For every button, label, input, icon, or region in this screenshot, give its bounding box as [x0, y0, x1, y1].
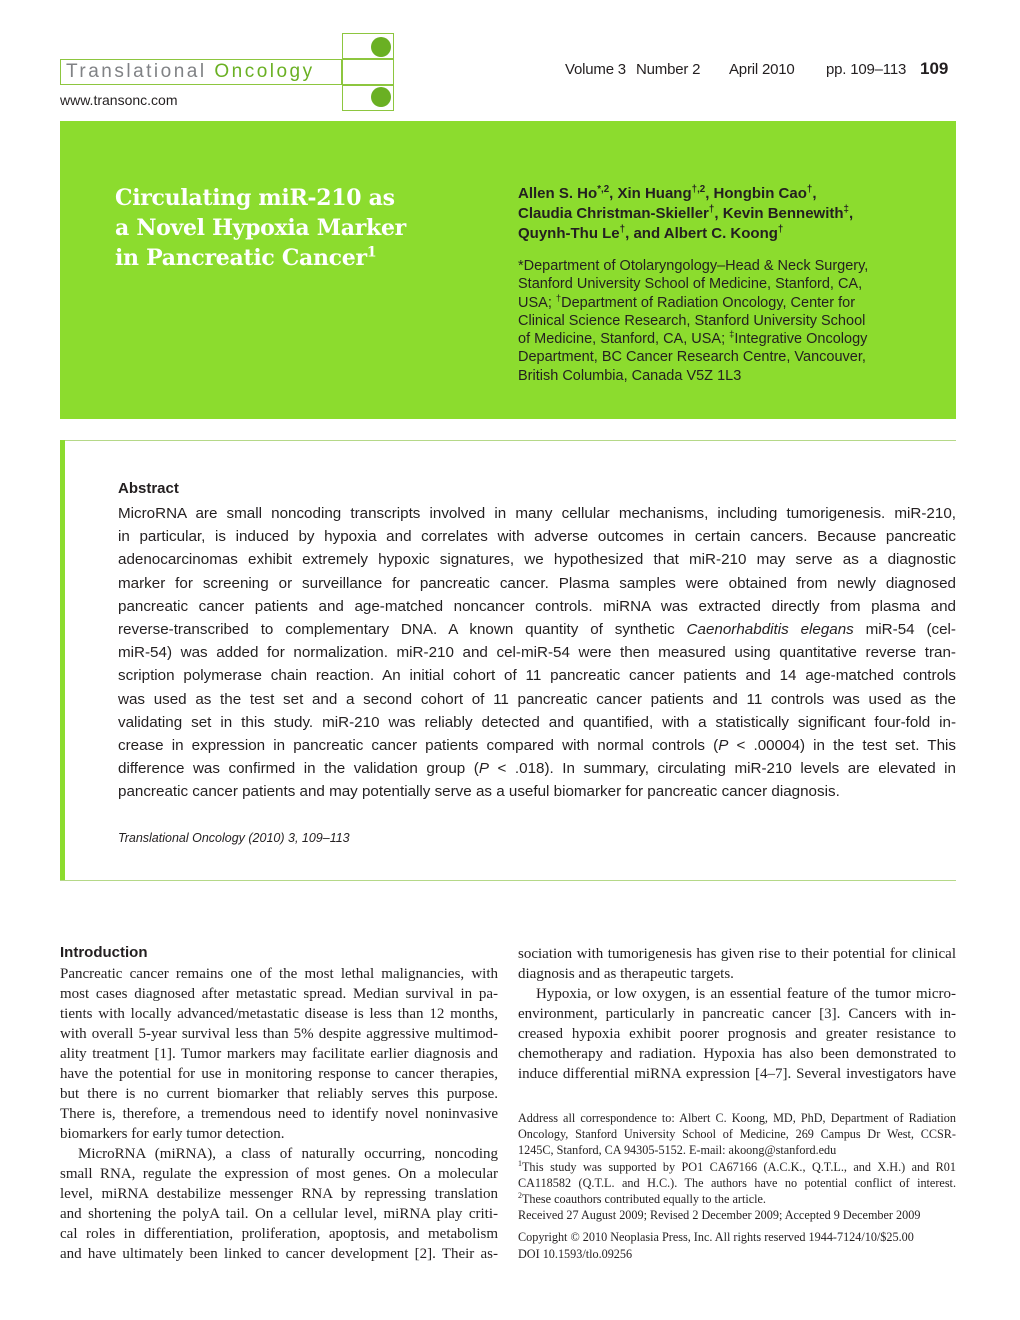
author-list: Allen S. $Ho^{*,2}$, Xin Huang$^{\dagger,2}$, Hongbin Cao†, Claudia Christman-Skieller†, Kevin Bennewith‡, Quynh-Thu Le†, and Albert C. Koong†: [518, 184, 854, 242]
abstract-text: MicroRNA are small noncoding transcripts involved in many cellular mechanisms, including tumorigenesis. miR-210, in particular, is induced by hypoxia and correlates with adverse outcomes in certain cancers. Because pancreatic adenocarcinomas exhibit extremely hypoxic signatures, we hypothesized that miR-210 may serve as a diagnostic marker for screening or surveillance for pancreatic cancer. Plasma samples were obtained from newly diagnosed pancreatic cancer patients and age-matched noncancer controls. miRNA was extracted directly from plasma and reverse-transcribed to complementary DNA. A known quantity of synthetic Caenorhabditis elegans miR-54 (cel- miR-54) was added for normalization. miR-210 and cel-miR-54 were then measured using quantitative reverse tran- scription polymerase chain reaction. An initial cohort of 11 pancreatic cancer patients and 14 age-matched controls was used as the test set and a second cohort of 11 pancreatic cancer patients and 11 controls was used as the validating set in this study. miR-210 was reliably detected and quantified, with a statistically significant four-fold in- crease in expression in pancreatic cancer patients compared with normal controls (P < .00004) in the test set. This difference was confirmed in the validation group (P < .018). In summary, circulating miR-210 levels are elevated in pancreatic cancer patients and may potentially serve as a useful biomarker for pancreatic cancer diagnosis.: [118, 505, 956, 801]
title-line: Circulating miR-210 as: [115, 185, 395, 211]
coauthor-note: $^2$These coauthors contributed equally to the article.: [518, 1190, 766, 1207]
journal-name-word2: Oncology: [214, 61, 315, 82]
article-citation: Translational Oncology (2010) 3, 109–113: [118, 831, 350, 845]
page-number: 109: [920, 59, 949, 78]
abstract-top-rule: [60, 440, 956, 441]
received-dates: Received 27 August 2009; Revised 2 December 2009; Accepted 9 December 2009: [518, 1208, 921, 1223]
title-line: a Novel Hypoxia Marker: [115, 215, 406, 241]
correspondence-note: Address all correspondence to: Albert C. Koong, MD, PhD, Department of Radiation: [518, 1111, 956, 1125]
author-name: Hongbin Cao: [713, 185, 807, 202]
logo-dot-icon: [371, 37, 391, 57]
issue-pages: pp. 109–113: [826, 61, 907, 78]
abstract-accent-bar: [60, 440, 65, 881]
logo-dot-icon: [371, 87, 391, 107]
issue-number: Number 2: [636, 61, 701, 78]
author-name: Xin Huang: [617, 185, 692, 202]
author-name: Quynh-Thu Le: [518, 225, 620, 242]
introduction-heading: Introduction: [60, 944, 148, 961]
logo-square-middle: [342, 59, 394, 85]
journal-logo: [66, 59, 315, 85]
abstract-heading: Abstract: [118, 480, 179, 497]
article-title: [115, 183, 445, 273]
author-name: Kevin Bennewith: [722, 205, 844, 222]
author-name: Claudia Christman-Skieller: [518, 205, 709, 222]
title-line: in Pancreatic Cancer$^1$: [115, 244, 377, 271]
doi: DOI 10.1593/tlo.09256: [518, 1246, 633, 1261]
article-notes: Address all correspondence to: Albert C. Koong, MD, PhD, Department of Radiation Oncology, Stanford University School of Medicine, 269 Campus Dr West, CCSR- 1245C, Stanford, CA 94305-5152. E-mail: akoong@stanford.edu $^1$This study was supported by PO1 CA67166 (A.C.K., Q.T.L., and X.H.) and R01 CA118582 (Q.T.L. and H.C.). The authors have no potential conflict of interest. $^2$These coauthors contributed equally to the article. Received 27 August 2009; Revised 2 December 2009; Accepted 9 December 2009 Copyright © 2010 Neoplasia Press, Inc. All rights reserved 1944-7124/10/$25.00 DOI 10.1593/tlo.09256: [518, 1111, 956, 1261]
journal-name-word1: Translational: [66, 61, 207, 82]
body-column-left: Pancreatic cancer remains one of the most lethal malignancies, with most cases diagnosed after metastatic spread. Median survival in pa- tients with locally advanced/metastatic disease is less than 12 months, with overall 5-year survival less than 5% despite aggressive multimod- ality treatment [1]. Tumor markers may facilitate earlier diagnosis and have the potential for use in monitoring response to cancer therapies, but there is no current biomarker that reliably serves this purpose. There is, therefore, a tremendous need to identify novel noninvasive biomarkers for early tumor detection. MicroRNA (miRNA), a class of naturally occurring, noncoding small RNA, regulate the expression of most genes. On a molecular level, miRNA destabilize messenger RNA by repressing translation and shortening the polyA tail. On a cellular level, miRNA play criti- cal roles in differentiation, proliferation, apoptosis, and metabolism and have ultimately been linked to cancer development [2]. Their as-: [60, 966, 498, 1262]
author-name: Allen S. Ho: [518, 185, 598, 202]
abstract-bottom-rule: [60, 880, 956, 881]
species-name: Caenorhabditis elegans: [686, 621, 854, 639]
issue-date: April 2010: [729, 61, 795, 78]
body-column-right: sociation with tumorigenesis has given rise to their potential for clinical diagnosis and as therapeutic targets. Hypoxia, or low oxygen, is an essential feature of the tumor micro- environment, particularly in pancreatic cancer [3]. Cancers with in- creased hypoxia exhibit poorer prognosis and greater resistance to chemotherapy and radiation. Hypoxia has also been demonstrated to induce differential miRNA expression [4–7]. Several investigators have: [518, 946, 956, 1082]
journal-website[interactable]: www.transonc.com: [60, 92, 178, 108]
funding-note: $^1$This study was supported by PO1 CA67166 (A.C.K., Q.T.L., and X.H.) and R01: [518, 1158, 956, 1174]
copyright: Copyright © 2010 Neoplasia Press, Inc. All rights reserved 1944-7124/10/$25.00: [518, 1230, 914, 1245]
issue-volume: Volume 3: [565, 61, 626, 78]
author-name: Albert C. Koong: [663, 225, 778, 242]
author-affiliations: *Department of Otolaryngology–Head & Neck Surgery, Stanford University School of Medicine, Stanford, CA, USA; †Department of Radiation Oncology, Center for Clinical Science Research, Stanford University School of Medicine, Stanford, CA, USA; ‡Integrative Oncology Department, BC Cancer Research Centre, Vancouver, British Columbia, Canada V5Z 1L3: [518, 258, 869, 384]
title-footnote-mark: 1: [366, 244, 377, 261]
